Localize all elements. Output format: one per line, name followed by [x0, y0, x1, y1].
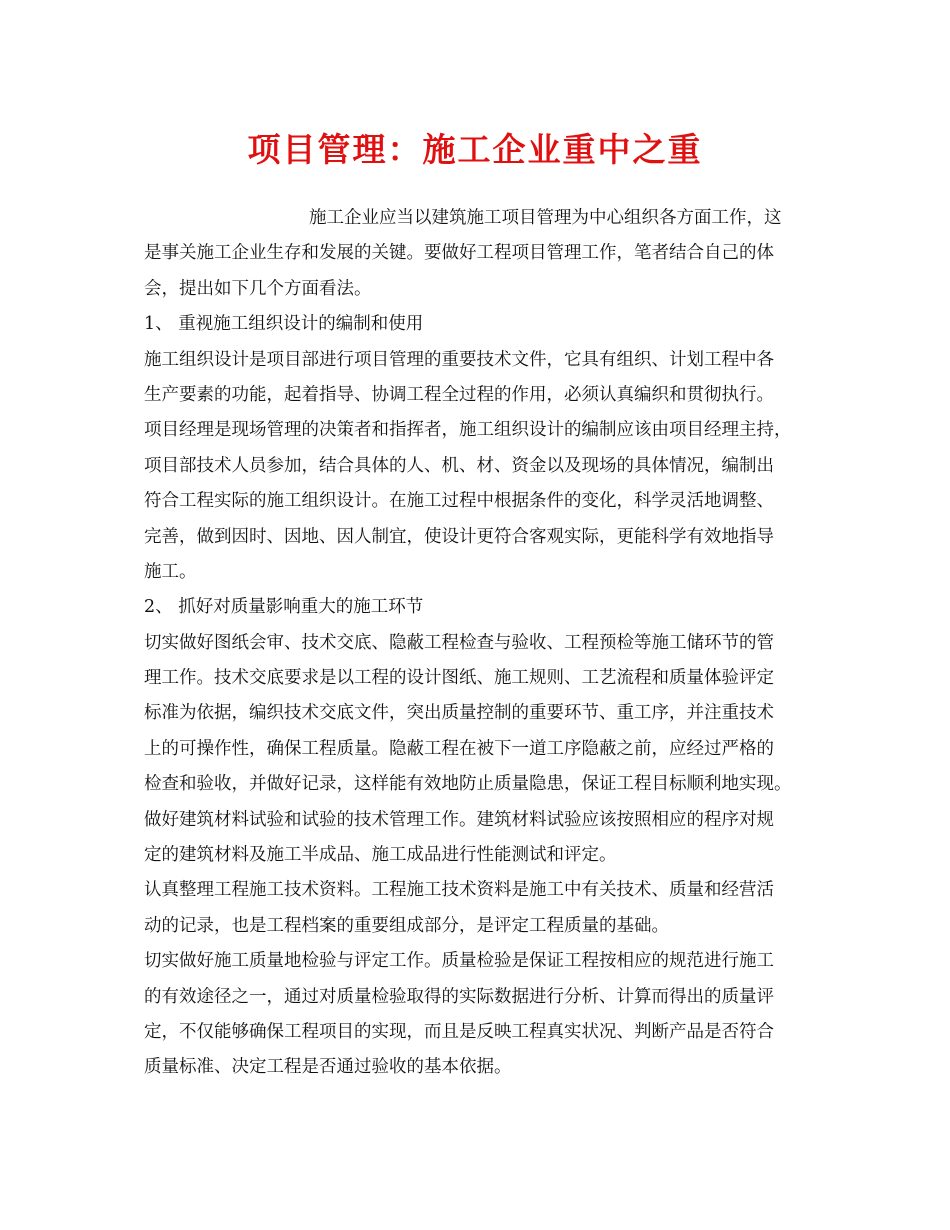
paragraph-line: 切实做好图纸会审、技术交底、隐蔽工程检查与验收、工程预检等施工储环节的管 [144, 632, 774, 653]
section-heading-1: 1、 重视施工组织设计的编制和使用 [144, 314, 424, 335]
paragraph-line: 定，不仅能够确保工程项目的实现，而且是反映工程真实状况、判断产品是否符合 [144, 1021, 774, 1042]
paragraph-line: 标准为依据，编织技术交底文件，突出质量控制的重要环节、重工序，并注重技术 [144, 703, 774, 724]
paragraph-line: 认真整理工程施工技术资料。工程施工技术资料是施工中有关技术、质量和经营活 [144, 880, 774, 901]
paragraph-line: 施工组织设计是项目部进行项目管理的重要技术文件，它具有组织、计划工程中各 [144, 349, 774, 370]
paragraph-line: 项目经理是现场管理的决策者和指挥者，施工组织设计的编制应该由项目经理主持， [144, 420, 792, 441]
paragraph-line: 切实做好施工质量地检验与评定工作。质量检验是保证工程按相应的规范进行施工 [144, 951, 774, 972]
paragraph-line: 施工。 [144, 561, 197, 582]
paragraph-line: 检查和验收，并做好记录，这样能有效地防止质量隐患，保证工程目标顺利地实现。 [144, 774, 792, 795]
paragraph-line: 理工作。技术交底要求是以工程的设计图纸、施工规则、工艺流程和质量体验评定 [144, 668, 774, 689]
paragraph-line: 定的建筑材料及施工半成品、施工成品进行性能测试和评定。 [144, 845, 617, 866]
paragraph-line: 质量标准、决定工程是否通过验收的基本依据。 [144, 1057, 512, 1078]
paragraph-line: 的有效途径之一，通过对质量检验取得的实际数据进行分析、计算而得出的质量评 [144, 986, 774, 1007]
paragraph-line: 做好建筑材料试验和试验的技术管理工作。建筑材料试验应该按照相应的程序对规 [144, 809, 774, 830]
paragraph-line: 项目部技术人员参加，结合具体的人、机、材、资金以及现场的具体情况，编制出 [144, 455, 774, 476]
section-heading-2: 2、 抓好对质量影响重大的施工环节 [144, 597, 424, 618]
paragraph-line: 是事关施工企业生存和发展的关键。要做好工程项目管理工作，笔者结合自己的体 [144, 243, 774, 264]
paragraph-line: 符合工程实际的施工组织设计。在施工过程中根据条件的变化，科学灵活地调整、 [144, 491, 774, 512]
document-title: 项目管理：施工企业重中之重 [247, 130, 703, 169]
paragraph-line: 动的记录，也是工程档案的重要组成部分，是评定工程质量的基础。 [144, 915, 669, 936]
paragraph-line: 生产要素的功能，起着指导、协调工程全过程的作用，必须认真编织和贯彻执行。 [144, 384, 774, 405]
document-body [144, 201, 824, 1086]
paragraph-line: 施工企业应当以建筑施工项目管理为中心组织各方面工作，这 [309, 208, 782, 228]
paragraph-line: 会，提出如下几个方面看法。 [144, 278, 372, 299]
paragraph-line: 完善，做到因时、因地、因人制宜，使设计更符合客观实际，更能科学有效地指导 [144, 526, 774, 547]
paragraph-line: 上的可操作性，确保工程质量。隐蔽工程在被下一道工序隐蔽之前，应经过严格的 [144, 738, 774, 759]
